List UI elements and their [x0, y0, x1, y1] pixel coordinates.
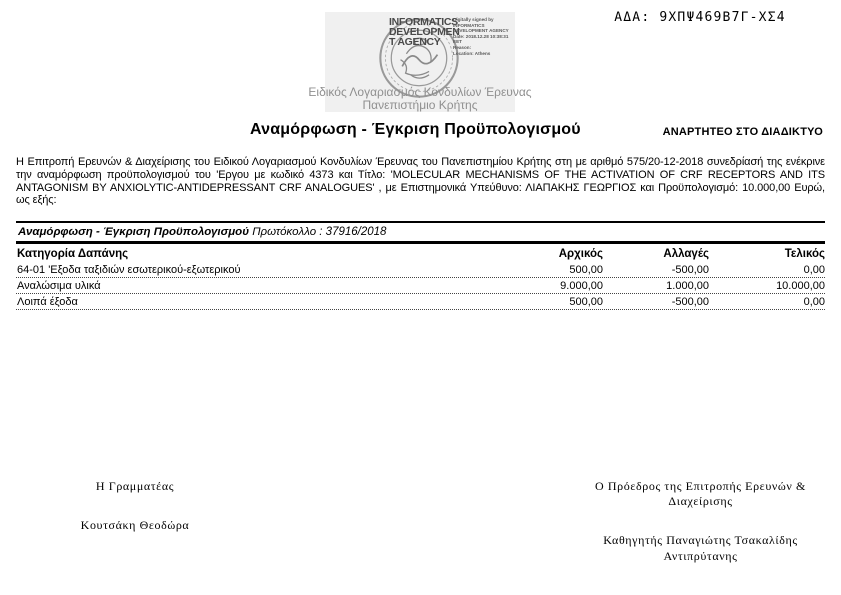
signature-line: DEVELOPMENT AGENCY — [453, 28, 509, 34]
cell-changes: -500,00 — [671, 296, 709, 308]
table-row — [16, 262, 825, 278]
signature-role: Η Γραμματέας — [95, 479, 175, 493]
cell-initial: 500,00 — [569, 264, 603, 276]
column-header-final: Τελικός — [784, 248, 825, 260]
table-header-row — [16, 246, 825, 262]
cell-final: 10.000,00 — [776, 280, 825, 292]
digital-signature-text — [453, 17, 515, 56]
signature-line: Reason: — [453, 44, 472, 50]
signature-block-secretary — [35, 479, 235, 533]
signature-block-president — [563, 479, 838, 564]
stamp-line: INFORMATICS — [389, 16, 458, 28]
logo-stamp-block — [308, 12, 532, 112]
signature-line: Location: Athens — [453, 50, 491, 56]
signature-role: Ο Πρόεδρος της Επιτροπής Ερευνών & Διαχείρισης — [595, 479, 806, 508]
cell-initial: 9.000,00 — [560, 280, 603, 292]
column-header-initial: Αρχικός — [558, 248, 603, 260]
budget-table — [16, 246, 825, 310]
organization-name: Ειδικός Λογαριασμός Κονδυλίων Έρευνας — [308, 85, 532, 99]
stamp-line: DEVELOPMEN — [389, 26, 460, 38]
ada-code: ΑΔΑ: 9ΧΠΨ469Β7Γ-ΧΣ4 — [614, 10, 786, 25]
body-paragraph: Η Επιτροπή Ερευνών & Διαχείρισης του Ειδικού Λογαριασμού Κονδυλίων Έρευνας του Πανεπιστημίου Κρήτης στη με αριθμό 575/20-12-2018 συνεδρίασή της ενέκρινε την αναμόρφωση προϋπολογισμού του 'Εργου με κωδικό 4373 και Τίτλο: 'MOLECULAR MECHANISMS OF THE ACTIVATION OF CRF RECEPTORS AND ITS ANTAGONISM BY ANXIOLYTIC-ANTIDEPRESSANT CRF ANALOGUES' , με Επιστημονικά Υπεύθυνο: ΛΙΑΠΑΚΗΣ ΓΕΩΡΓΙΟΣ και Προϋπολογισμό: 10.000,00 Ευρώ, ως εξής: — [16, 156, 825, 207]
university-name: Πανεπιστήμιο Κρήτης — [362, 98, 478, 112]
web-posting-label: ΑΝΑΡΤΗΤΕΟ ΣΤΟ ΔΙΑΔΙΚΤΥΟ — [662, 126, 823, 138]
signature-line: EET — [453, 39, 462, 45]
cell-initial: 500,00 — [569, 296, 603, 308]
column-header-category: Κατηγορία Δαπάνης — [17, 248, 129, 260]
page-title: Αναμόρφωση - Έγκριση Προϋπολογισμού — [250, 121, 581, 138]
cell-final: 0,00 — [803, 264, 825, 276]
table-row — [16, 278, 825, 294]
cell-category: Λοιπά έξοδα — [17, 296, 78, 308]
signature-name: Κουτσάκη Θεοδώρα — [80, 518, 190, 532]
column-header-changes: Αλλαγές — [663, 248, 709, 260]
logo-captions — [305, 86, 535, 112]
signature-title: Αντιπρύτανης — [663, 549, 738, 563]
band-title: Αναμόρφωση - Έγκριση Προϋπολογισμού — [18, 226, 250, 238]
signature-line: INFORMATICS — [453, 22, 485, 28]
stamp-agency-title — [389, 17, 459, 47]
cell-changes: -500,00 — [671, 264, 709, 276]
table-row — [16, 294, 825, 310]
signature-name: Καθηγητής Παναγιώτης Τσακαλίδης — [603, 533, 798, 547]
signature-line: Digitally signed by — [453, 17, 494, 22]
cell-final: 0,00 — [803, 296, 825, 308]
protocol-number: Πρωτόκολλο : 37916/2018 — [252, 226, 387, 238]
stamp-line: T AGENCY — [389, 36, 441, 48]
cell-changes: 1.000,00 — [666, 280, 709, 292]
cell-category: Αναλώσιμα υλικά — [17, 280, 101, 292]
cell-category: 64-01 'Εξοδα ταξιδιών εσωτερικού-εξωτερικού — [17, 264, 241, 276]
signature-line: Date: 2018.12.28 10:38:31 — [453, 33, 509, 39]
protocol-band — [16, 221, 825, 244]
